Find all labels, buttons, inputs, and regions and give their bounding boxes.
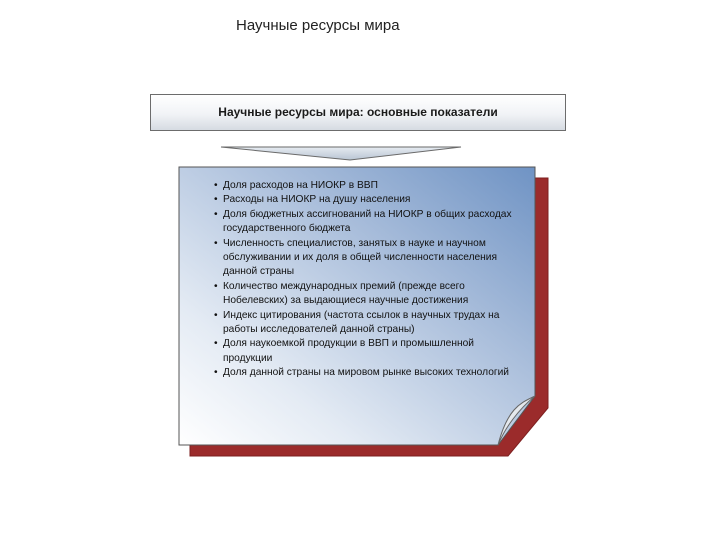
list-item: • Численность специалистов, занятых в науке и научном обслуживании и их доля в общей численности населения данной страны <box>214 237 526 280</box>
header-label: Научные ресурсы мира: основные показатели <box>218 105 498 119</box>
list-item: • Расходы на НИОКР на душу населения <box>214 193 526 207</box>
list-item: • Доля данной страны на мировом рынке высоких технологий <box>214 366 526 380</box>
page-title: Научные ресурсы мира <box>236 17 400 34</box>
list-item: • Доля наукоемкой продукции в ВВП и промышленной продукции <box>214 337 526 366</box>
list-item: • Доля бюджетных ассигнований на НИОКР в общих расходах государственного бюджета <box>214 208 526 237</box>
indicator-list <box>214 179 526 381</box>
list-item: • Индекс цитирования (частота ссылок в научных трудах на работы исследователей данной страны) <box>214 309 526 338</box>
list-item: • Доля расходов на НИОКР в ВВП <box>214 179 526 193</box>
list-item: • Количество международных премий (прежде всего Нобелевских) за выдающиеся научные достижения <box>214 280 526 309</box>
